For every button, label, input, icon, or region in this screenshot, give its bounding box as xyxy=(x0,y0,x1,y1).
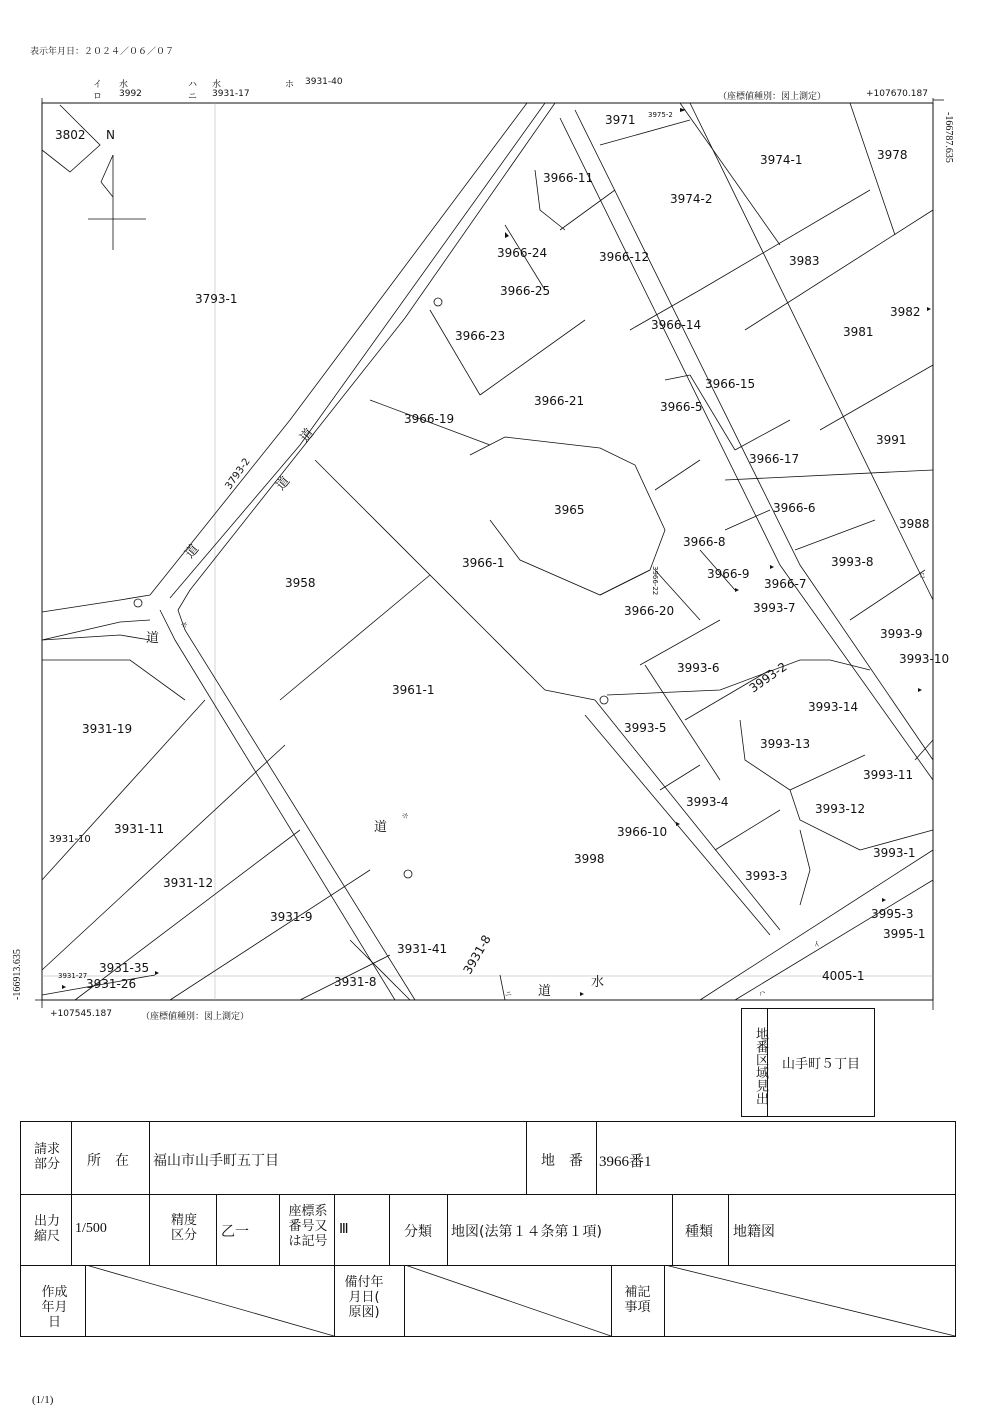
parcel-label: 3983 xyxy=(789,254,820,268)
requester-label: 請求 部分 xyxy=(33,1142,60,1172)
region-label: 地番区域見出 xyxy=(742,1009,768,1116)
region-value: 山手町５丁目 xyxy=(781,1057,860,1072)
legend-val-ho: 3931-40 xyxy=(305,77,343,87)
legend-key-i: イ xyxy=(93,80,103,90)
parcel-label: 3966-19 xyxy=(404,412,455,426)
scale-label: 出力 縮尺 xyxy=(33,1214,60,1244)
parcel-label: 3993-8 xyxy=(831,555,874,569)
parcel-label: 3931-8 xyxy=(334,975,377,989)
coord-type-top: （座標値種別：図上測定） xyxy=(718,92,827,102)
page-number: (1/1) xyxy=(32,1394,54,1406)
parcel-label: 3966-1 xyxy=(462,556,505,570)
legend-val-ro: 3992 xyxy=(119,89,142,99)
location-label: 所 在 xyxy=(87,1153,129,1169)
parcel-label: 3931-8 xyxy=(460,932,494,977)
parcel-label: 3966-5 xyxy=(660,400,703,414)
parcel-label: 3982 xyxy=(890,305,921,319)
parcel-label: 3974-2 xyxy=(670,192,713,206)
north-label: N xyxy=(106,128,115,142)
parcel-label: 3966-12 xyxy=(599,250,650,264)
lot-label: 地 番 xyxy=(541,1153,583,1169)
attached-empty-slash xyxy=(405,1265,611,1336)
parcel-label: 3993-3 xyxy=(745,869,788,883)
parcel-label: 4005-1 xyxy=(822,969,865,983)
location-value: 福山市山手町五丁目 xyxy=(153,1153,279,1169)
parcel-label: 3958 xyxy=(285,576,316,590)
parcel-label: 3993-6 xyxy=(677,661,720,675)
parcel-label: 3975-2 xyxy=(648,111,673,119)
coord-type-bottom: （座標値種別：図上測定） xyxy=(141,1012,250,1022)
mark-ro: ロ xyxy=(918,572,926,579)
parcel-label: 3966-7 xyxy=(764,577,807,591)
legend-val-i: 水 xyxy=(119,80,129,90)
parcel-label: 3993-7 xyxy=(753,601,796,615)
parcel-label: 3993-13 xyxy=(760,737,811,751)
coord-bottom-left-y: -166913.635 xyxy=(12,949,23,1000)
parcel-label: 3981 xyxy=(843,325,874,339)
parcel-label: 3966-8 xyxy=(683,535,726,549)
parcel-label: 3995-1 xyxy=(883,927,926,941)
parcel-label: 3966-17 xyxy=(749,452,800,466)
parcel-label: 3966-25 xyxy=(500,284,551,298)
parcel-label: 3931-12 xyxy=(163,876,214,890)
accuracy-value: 乙一 xyxy=(221,1224,249,1240)
parcel-label: 3931-26 xyxy=(86,977,137,991)
parcel-label: 3931-9 xyxy=(270,910,313,924)
parcel-label: 3993-2 xyxy=(746,659,790,696)
parcel-label: 3966-20 xyxy=(624,604,675,618)
mark-ho: ホ xyxy=(179,619,190,631)
coord-top-right-y: -166787.635 xyxy=(943,112,954,163)
parcel-label: 3966-9 xyxy=(707,567,750,581)
parcel-label: 3993-14 xyxy=(808,700,859,714)
road-label: 道 xyxy=(146,631,160,646)
parcel-label: 3931-35 xyxy=(99,961,150,975)
type-label: 種類 xyxy=(685,1224,713,1240)
parcel-label: 3966-24 xyxy=(497,246,548,260)
parcel-label: 3966-23 xyxy=(455,329,506,343)
road-label: 道 xyxy=(374,820,388,835)
info-table xyxy=(20,1121,956,1337)
parcel-label: 3978 xyxy=(877,148,908,162)
parcel-label: 3993-12 xyxy=(815,802,866,816)
category-value: 地図(法第１４条第１項) xyxy=(451,1224,602,1240)
legend-val-ni: 3931-17 xyxy=(212,89,250,99)
parcel-label: 3802 xyxy=(55,128,86,142)
parcel-label: 3993-5 xyxy=(624,721,667,735)
parcel-label: 3995-3 xyxy=(871,907,914,921)
created-empty-slash xyxy=(86,1265,334,1336)
legend-key-ni: ニ xyxy=(188,92,198,102)
parcel-label: 3966-14 xyxy=(651,318,702,332)
parcel-label: 3971 xyxy=(605,113,636,127)
road-labels xyxy=(146,426,604,999)
parcel-label: 3931-19 xyxy=(82,722,133,736)
scale-value: 1/500 xyxy=(75,1221,107,1236)
parcel-label: 3993-9 xyxy=(880,627,923,641)
parcel-label: 3991 xyxy=(876,433,907,447)
type-value: 地籍図 xyxy=(733,1224,775,1240)
attached-label: 備付年 月日( 原図) xyxy=(344,1275,384,1320)
parcel-label: 3966-21 xyxy=(534,394,585,408)
parcel-label: 3961-1 xyxy=(392,683,435,697)
parcel-label: 3966-15 xyxy=(705,377,756,391)
coord-system-value: Ⅲ xyxy=(339,1222,349,1237)
parcel-label: 3931-10 xyxy=(49,834,91,845)
mark-ni: ニ xyxy=(505,990,512,998)
coord-system-label: 座標系 番号又 は記号 xyxy=(288,1204,328,1249)
parcel-label: 3993-11 xyxy=(863,768,914,782)
accuracy-label: 精度 区分 xyxy=(170,1213,197,1243)
road-label: 道 xyxy=(538,984,552,999)
mark-i: イ xyxy=(812,939,823,950)
coord-bottom-left-x: +107545.187 xyxy=(50,1009,112,1019)
parcel-label: 3965 xyxy=(554,503,585,517)
road-label: 道 xyxy=(273,473,294,494)
coord-top-right-x: +107670.187 xyxy=(866,89,928,99)
parcel-label: 3993-1 xyxy=(873,846,916,860)
mark-ho: ホ xyxy=(400,810,411,822)
lot-value: 3966番1 xyxy=(599,1154,652,1170)
parcel-label: 3998 xyxy=(574,852,605,866)
created-label: 作成 年月 日 xyxy=(41,1285,68,1330)
parcel-label: 3974-1 xyxy=(760,153,803,167)
display-date: 表示年月日：２０２４／０６／０７ xyxy=(30,47,175,57)
category-label: 分類 xyxy=(404,1224,432,1240)
parcel-label: 3966-22 xyxy=(651,566,659,596)
parcel-label: 3993-10 xyxy=(899,652,950,666)
parcel-label: 3966-11 xyxy=(543,171,594,185)
legend-marks xyxy=(179,572,926,999)
road-label: 水 xyxy=(591,975,605,990)
legend-key-ho: ホ xyxy=(285,80,295,90)
road-label: 道 xyxy=(182,541,203,562)
parcel-label: 3988 xyxy=(899,517,930,531)
parcel-label: 3966-10 xyxy=(617,825,668,839)
legend-val-ha: 水 xyxy=(212,80,222,90)
parcel-label: 3993-4 xyxy=(686,795,729,809)
legend-key-ha: ハ xyxy=(188,80,198,90)
road-label: 道 xyxy=(297,425,318,446)
parcel-label: 3793-1 xyxy=(195,292,238,306)
legend-key-ro: ロ xyxy=(93,92,103,102)
parcel-label: 3931-11 xyxy=(114,822,165,836)
notes-empty-slash xyxy=(665,1265,955,1336)
parcel-label: 3931-41 xyxy=(397,942,448,956)
mark-ha: ハ xyxy=(757,988,768,999)
region-box xyxy=(741,1008,875,1117)
parcel-label: 3966-6 xyxy=(773,501,816,515)
parcel-label: 3931-27 xyxy=(58,972,88,980)
notes-label: 補記 事項 xyxy=(624,1285,651,1315)
parcel-label: 3793-2 xyxy=(223,456,253,492)
